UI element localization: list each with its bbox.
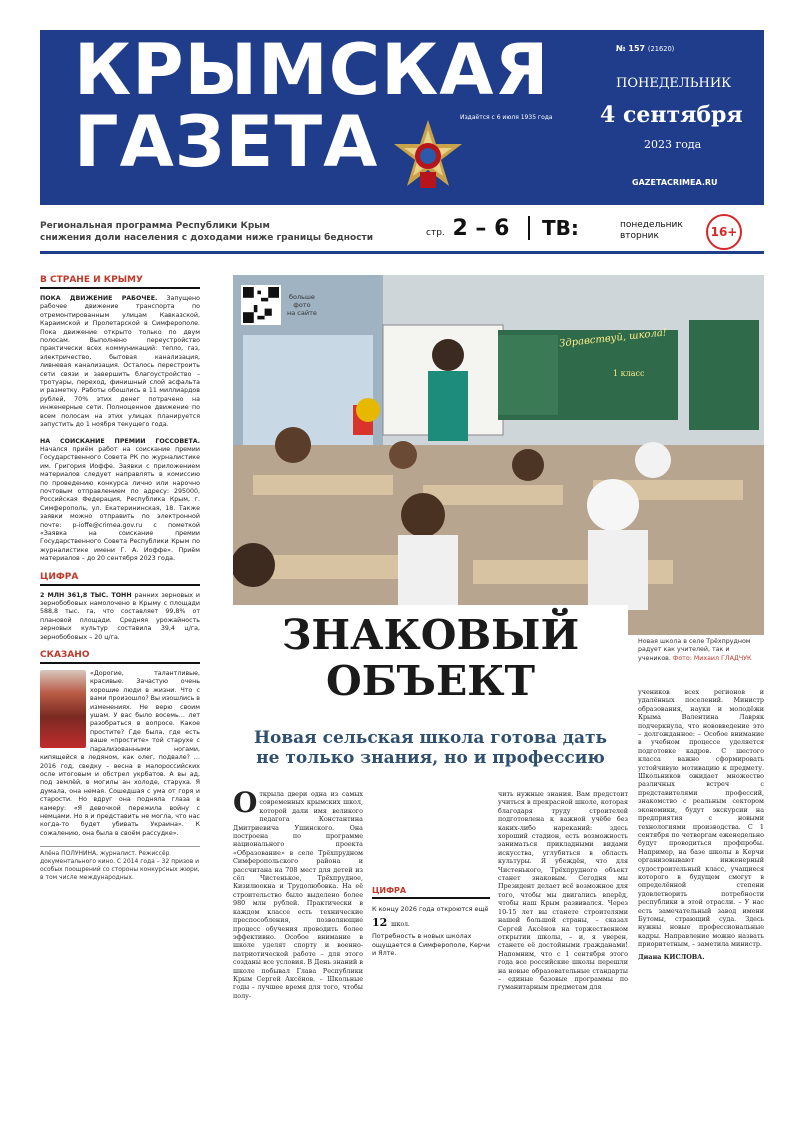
issue-number: № 157 (21620) [616,44,675,53]
classroom-photo [233,275,764,635]
weekday: ПОНЕДЕЛЬНИК [616,76,732,91]
sidebar-text-1: К концу 2026 года откроются ещё [372,905,489,913]
qr-code-icon[interactable] [241,285,281,325]
brief-traffic: ПОКА ДВИЖЕНИЕ РАБОЧЕЕ. Запущено рабочее движение транспорта по отремонтированным улицам Кавказской, Караимской и Пролетарской в Симферополе. Пока движение открыто только по двум полосам. Выполнено переустройство практически всех коммуникаций: тепло, газ, электричество, бытовая канализация, ливневая канализация. Осталось перестроить сети связи и завершить благоустройство – тротуары, переход, финишный слой асфальта и разметку. Работы обошлись в 11 миллиардов рублей, 70% этих денег потрачено на инженерные сети. Полноценное движение по всем полосам на этих улицах планируется запустить до 1 ноября текущего года. [40,295,201,429]
figure-sidebar [372,886,490,958]
drop-cap: О [233,786,258,819]
subheader [40,214,764,254]
brief-prize: НА СОИСКАНИЕ ПРЕМИИ ГОССОВЕТА. Начался приём работ на соискание премии Государственного Совета РК по журналистике им. Григория Иоффе. Заявки с приложением материалов следует направлять в комиссию по проведению конкурса лично или нарочно почтовым отправлением по адресу: 295000, Российская Федерация, Республика Крым, г. Симферополь, ул. Екатерининская, 18. Также заявки можно отправить по электронной почте: p-ioffe@crimea.gov.ru с пометкой «Заявка на соискание премии Государственного Совета Республики Крым по журналистике имени Г. А. Иоффе». Приём материалов – до 20 сентября 2023 года. [40,437,200,563]
sidebar-rubric: ЦИФРА [372,886,490,899]
rubric-figure: ЦИФРА [40,572,200,586]
program-note: Региональная программа Республики Крым снижения доли населения с доходами ниже границы бедности [40,221,374,243]
tv-days: понедельник вторник [620,220,683,241]
since-note: Издаётся с 6 июля 1935 года [460,114,553,121]
sidebar-figure: 12 школ. [372,916,410,930]
article-author: Диана КИСЛОВА. [638,952,705,961]
brief-harvest: 2 МЛН 361,8 ТЫС. ТОНН ранних зерновых и зернобобовых намолочено в Крыму с площади 588,8 тыс. га, что составляет 99,8% от плановой площади. Средняя урожайность зерновых культур составила 39,4 ц/га, зернобобовых – 20 ц/га. [40,591,200,641]
board-greeting: Здравствуй, школа! [558,327,668,350]
qr-caption: больше фото на сайте [287,293,317,317]
quote-signoff: Алёна ПОЛУНИНА, журналист. Режиссёр документального кино. С 2014 года – 32 призов и особых поощрений со стороны конкурсных жюри, в том числе международных. [40,846,200,882]
tv-label: ТВ: [528,216,579,240]
age-rating-badge: 16+ [706,214,742,250]
photo-caption: Новая школа в селе Трёхпрудном радует как учителей, так и учеников. Фото: Михаил ГЛАДЧУК [638,638,752,662]
board-class: 1 класс [613,369,645,378]
title-line-1: КРЫМСКАЯ [74,29,550,111]
newspaper-title [74,29,550,183]
order-emblem-icon [392,118,464,194]
date: 4 сентября [600,102,743,128]
author-portrait [40,670,86,748]
sidebar-text-2: Потребность в новых школах ощущается в Симферополе, Керчи и Ялте. [372,932,490,958]
article-column-1: Открыла двери одна из самых современных крымских школ, которой дали имя великого педагога Константина Дмитриевича Ушинского. Она построена по программе национального проекта «Образование» в селе Трёхпрудном Симферопольского района и рассчитана на 708 мест для детей из сёл Чистенькое, Трёхпрудное, Кизилюокна и Трудолюбовка. На её строительство было выделено более 980 млн рублей. Практически в каждом классе есть технические преспособления, позволяющие процесс обучения проводить более эффективно. Особое внимание в школе уделят спорту и военно-патриотической работе – для этого созданы все условия. В День знаний в школе побывал Глава Республики Крым Сергей Аксёнов. – Школьные годы – лучшее время для того, чтобы полу- [233,786,363,1000]
title-line-2: ГАЗЕТА [74,101,379,183]
deck: Новая сельская школа готова дать не только знания, но и профессию [253,728,608,768]
article-column-3: учеников всех регионов и удалённых поселений. Министр образования, науки и молодёжи Крыма Валентина Лавряк подчеркнула, что нововведение это – долгожданное: – Особое внимание в учебном процессе уделяется подготовке кадров. С шестого класса важно сформировать устойчивую мотивацию к предмету. Школьников ожидает множество различных встреч с представителями профессий, знакомство с реальным сектором экономики, будут экскурсии на предприятия с новыми технологиями производства. С 1 сентября по четвергам еженедельно будут проводиться профпробы. Например, на базе школы в Керчи организовывают инженерный судостроительный класс, учащиеся которого в будущем смогут в определённой степени удовлетворить потребности республики в этой отрасли. – У нас есть замечательный завод имени Бутомы, страющий суда. Здесь нужны новые профессиональные кадры. Направление можно назвать приоритетным, – заметила министр. Диана КИСЛОВА. [638,688,764,961]
left-column [40,275,200,882]
website-link[interactable]: GAZETACRIMEA.RU [632,178,718,187]
rubric-country: В СТРАНЕ И КРЫМУ [40,275,200,289]
rubric-said: СКАЗАНО [40,650,200,664]
year: 2023 года [644,138,702,151]
quote-text: «Дорогие, талантливые, красивые. Зачастую очень хорошие люди в жизни. Что с вами произошло? Вы изошлись в изменениях. Не верю своим ушам. У вас было восемь… лет разобраться в вопросе. Какое простите? Где была, где есть ваше «простите» той старухе с парализованными ногами, кипящейся в ледяном, как олег, подвале? …2016 год, сведку – весна в малороссийских осле итоговым и обстрел укрбатов. А вы ад, под землёй, в могилы ан холоде, старуха. Я думала, она немая. Сошедшая с ума от горя и старости. Но вдруг она подняла глаза в камеру: «Я девочкой пережила войну с немцами. Но я и представить не могла, что нас когда-то будет убивать Украина». К сожалению, она была в своём рассудке». [40,670,201,837]
headline: ЗНАКОВЫЙ ОБЪЕКТ [281,611,580,705]
classroom-scene [233,275,764,635]
article-column-2: чить нужные знания. Вам предстоит учиться в прекрасной школе, которая благодаря труду строителей подготовлена к важной учёбе без каких-либо нареканий: здесь хороший стадион, есть возможность заниматься прикладными видами искусства, углубиться в область культуры. Я убеждён, что для Чистенького, Трёхпрудного объект станет знаковым. Сегодня мы Президент делает всё возможное для того, чтобы мы двигались вперёд, чтобы наш Крым развивался. Через 10-15 лет вы станете строителями нашей большой страны, – сказал Сергей Аксёнов на торжественном открытии школы, – и, я уверен, станете её достойными гражданами! Напомним, что с 1 сентября этого года все российские школы перешли на новые образовательные стандарты – единые базовые программы по гуманитарным предметам для [498,790,628,992]
quote-block [40,670,200,838]
masthead [40,30,764,205]
pages-ref: стр. 2 – 6 [426,216,510,241]
